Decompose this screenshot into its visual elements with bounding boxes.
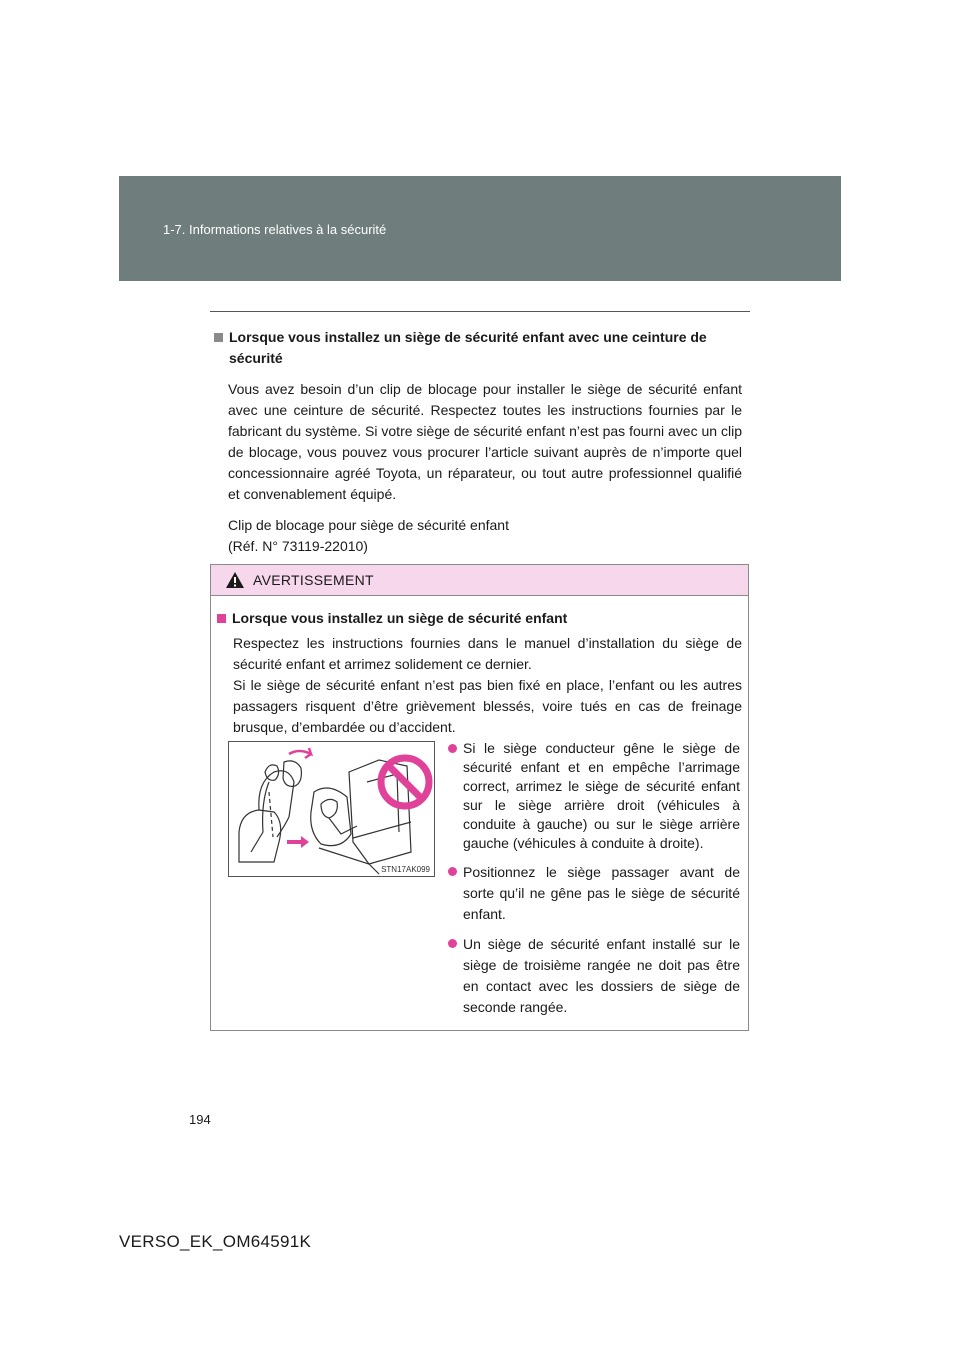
page-number: 194 xyxy=(189,1112,211,1127)
round-bullet-icon xyxy=(448,867,457,876)
part-reference xyxy=(228,515,742,557)
warning-header xyxy=(211,565,748,596)
warning-bullet-list xyxy=(448,739,740,1027)
document-code: VERSO_EK_OM64591K xyxy=(119,1232,312,1251)
image-code: STN17AK099 xyxy=(381,865,430,874)
bullet-text: Si le siège conducteur gêne le siège de sécurité enfant et en empêche l’arrimage correct, arrimez le siège de sécurité enfant sur le siège arrière droit (véhicules à conduite à gauche) ou sur le siège arrière gauche (véhicules à conduite à droite). xyxy=(463,740,740,851)
part-line-1: Clip de blocage pour siège de sécurité enfant xyxy=(228,517,509,533)
list-item xyxy=(448,934,740,1018)
warning-box xyxy=(210,564,749,1031)
section-title: 1-7. Informations relatives à la sécurité xyxy=(163,222,387,237)
warning-body xyxy=(211,596,748,738)
warning-triangle-icon xyxy=(225,571,245,589)
round-bullet-icon xyxy=(448,744,457,753)
warning-title: AVERTISSEMENT xyxy=(253,572,374,588)
round-bullet-icon xyxy=(448,939,457,948)
divider xyxy=(210,311,750,312)
section-paragraph: Vous avez besoin d’un clip de blocage pour installer le siège de sécurité enfant avec une ceinture de sécurité. Respectez toutes les instructions fournies par le fabricant du système. Si votre siège de sécurité enfant n’est pas fourni avec un clip de blocage, vous pouvez vous procurer l’article suivant auprès de n’importe quel concessionnaire agréé Toyota, un réparateur, ou tout autre professionnel qualifié et convenablement équipé. xyxy=(228,381,742,502)
child-seat-illustration xyxy=(228,741,435,877)
section-heading xyxy=(214,327,742,369)
part-line-2: (Réf. N° 73119-22010) xyxy=(228,538,368,554)
bullet-text: Un siège de sécurité enfant installé sur le siège de troisième rangée ne doit pas être en contact avec les dossiers de siège de seconde rangée. xyxy=(463,936,740,1015)
section-content xyxy=(214,327,742,557)
warning-paragraph-1: Respectez les instructions fournies dans le manuel d’installation du siège de sécurité enfant et arrimez solidement ce dernier. xyxy=(233,635,742,672)
warning-paragraph-2: Si le siège de sécurité enfant n’est pas bien fixé en place, l’enfant ou les autres passagers risquent d’être grièvement blessés, voire tués en cas de freinage brusque, d’embardée ou d’accident. xyxy=(233,677,742,735)
list-item xyxy=(448,739,740,853)
car-seat-drawing-icon xyxy=(229,742,434,876)
warning-heading xyxy=(217,608,742,629)
warning-heading-text: Lorsque vous installez un siège de sécurité enfant xyxy=(232,610,568,626)
header-band xyxy=(119,176,841,281)
square-bullet-icon xyxy=(217,614,226,623)
square-bullet-icon xyxy=(214,333,223,342)
section-heading-text: Lorsque vous installez un siège de sécurité enfant avec une ceinture de sécurité xyxy=(229,329,707,366)
bullet-text: Positionnez le siège passager avant de sorte qu’il ne gêne pas le siège de sécurité enfant. xyxy=(463,864,740,922)
list-item xyxy=(448,862,740,925)
